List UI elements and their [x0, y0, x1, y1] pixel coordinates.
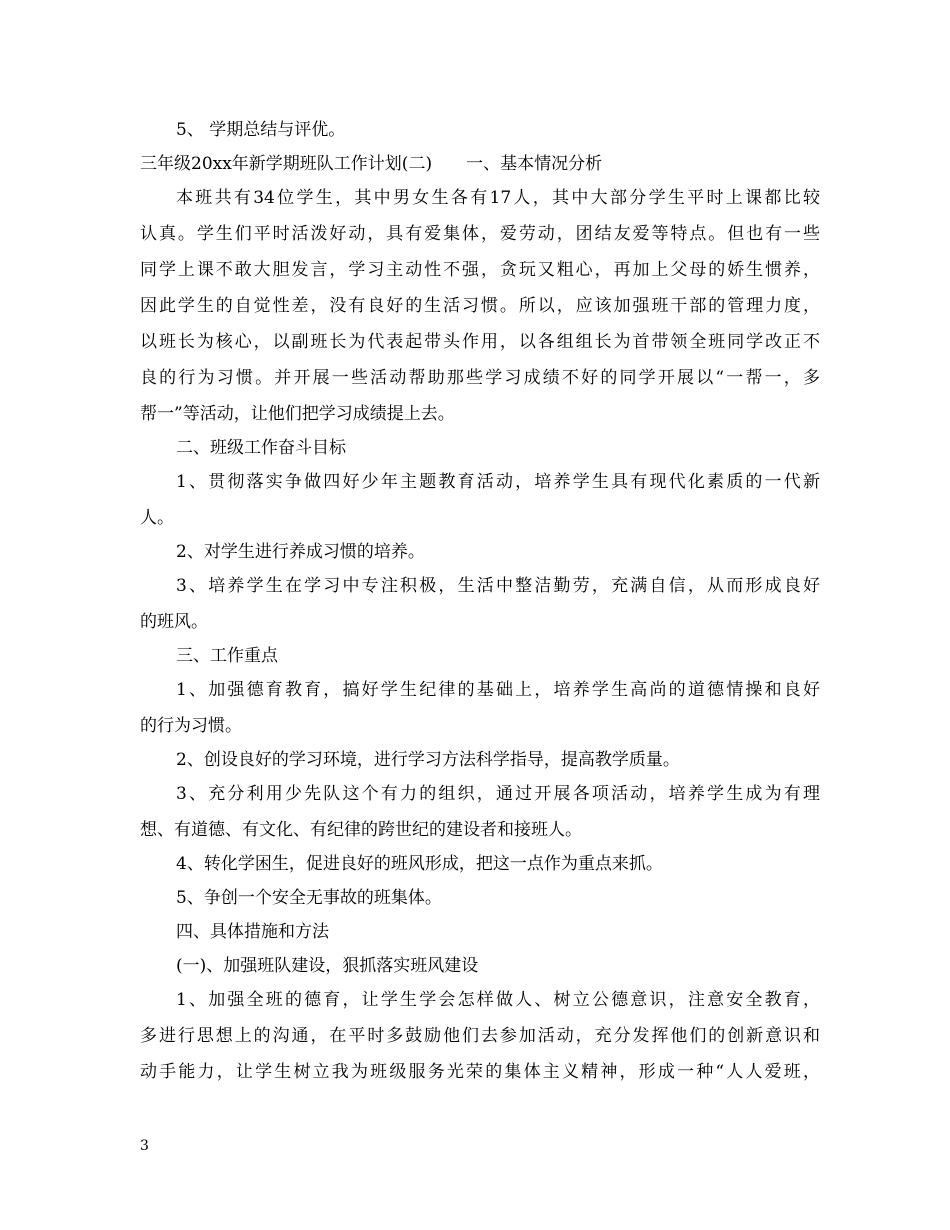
text-line: 因此学生的自觉性差，没有良好的生活习惯。所以，应该加强班干部的管理力度， — [140, 296, 820, 316]
text-line: 人。 — [140, 508, 174, 528]
section-heading: 三、工作重点 — [176, 646, 278, 666]
text-line: 2、对学生进行养成习惯的培养。 — [176, 542, 425, 562]
text-line: 5、争创一个安全无事故的班集体。 — [176, 888, 442, 908]
section-heading: 四、具体措施和方法 — [176, 922, 329, 942]
section-heading: 二、班级工作奋斗目标 — [176, 438, 346, 458]
text-line: 3、充分利用少先队这个有力的组织，通过开展各项活动，培养学生成为有理 — [176, 784, 820, 804]
text-line: 动手能力，让学生树立我为班级服务光荣的集体主义精神，形成一种“人人爱班， — [140, 1062, 820, 1082]
text-line: 1、加强全班的德育，让学生学会怎样做人、树立公德意识，注意安全教育， — [176, 990, 820, 1010]
text-line: 多进行思想上的沟通，在平时多鼓励他们去参加活动，充分发挥他们的创新意识和 — [140, 1026, 820, 1046]
subsection-heading: (一)、加强班队建设，狠抓落实班风建设 — [176, 956, 479, 976]
text-line: 5、 学期总结与评优。 — [176, 120, 346, 140]
text-line: 4、转化学困生，促进良好的班风形成，把这一点作为重点来抓。 — [176, 854, 663, 874]
text-line: 本班共有34位学生，其中男女生各有17人，其中大部分学生平时上课都比较 — [176, 188, 820, 208]
text-line: 1、加强德育教育，搞好学生纪律的基础上，培养学生高尚的道德情操和良好 — [176, 680, 820, 700]
text-line: 的行为习惯。 — [140, 716, 242, 736]
text-line: 良的行为习惯。并开展一些活动帮助那些学习成绩不好的同学开展以“一帮一，多 — [140, 368, 820, 388]
text-line: 1、贯彻落实争做四好少年主题教育活动，培养学生具有现代化素质的一代新 — [176, 472, 820, 492]
text-line: 同学上课不敢大胆发言，学习主动性不强，贪玩又粗心，再加上父母的娇生惯养， — [140, 260, 820, 280]
text-line: 2、创设良好的学习环境，进行学习方法科学指导，提高教学质量。 — [176, 750, 680, 770]
text-line: 想、有道德、有文化、有纪律的跨世纪的建设者和接班人。 — [140, 820, 582, 840]
text-line: 认真。学生们平时活泼好动，具有爱集体，爱劳动，团结友爱等特点。但也有一些 — [140, 224, 820, 244]
text-line: 以班长为核心，以副班长为代表起带头作用，以各组组长为首带领全班同学改正不 — [140, 332, 820, 352]
text-line: 的班风。 — [140, 612, 208, 632]
text-line: 3、培养学生在学习中专注积极，生活中整洁勤劳，充满自信，从而形成良好 — [176, 576, 820, 596]
text-line: 三年级20xx年新学期班队工作计划(二) 一、基本情况分析 — [140, 154, 603, 174]
text-line: 帮一”等活动，让他们把学习成绩提上去。 — [140, 404, 455, 424]
page-number: 3 — [140, 1138, 149, 1154]
